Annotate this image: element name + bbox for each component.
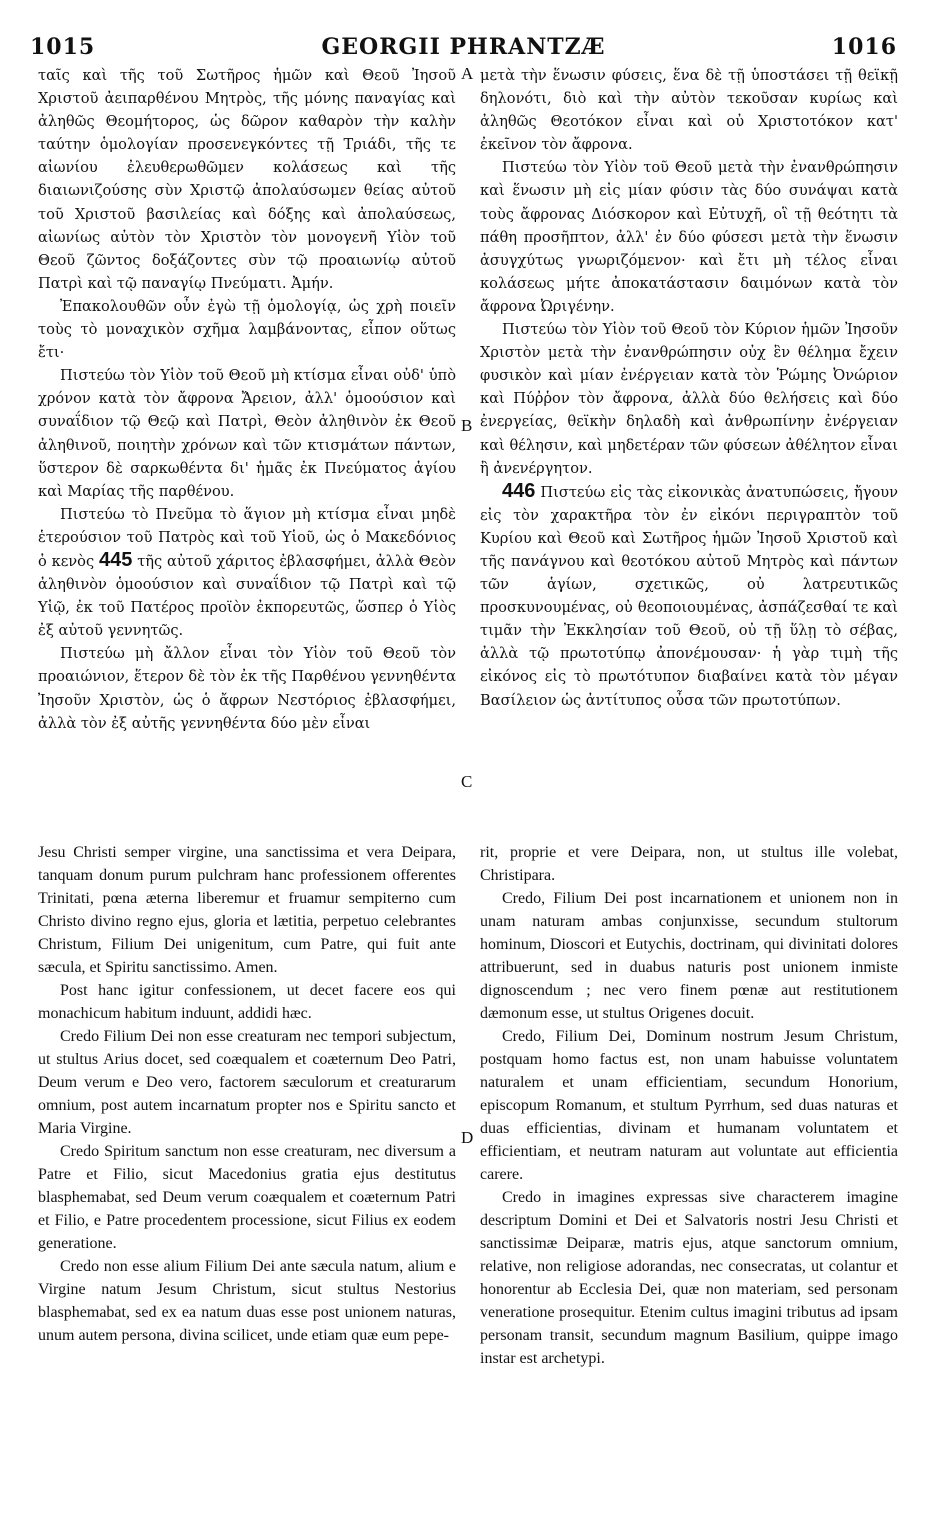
latin-right-paragraph-1: rit, proprie et vere Deipara, non, ut stultus ille volebat, Christipara. [480, 844, 898, 884]
section-number-446: 446 [502, 479, 536, 502]
latin-column-right [480, 841, 898, 1521]
greek-right-paragraph-4-text: Πιστεύω εἰς τὰς εἰκονικὰς ἀνατυπώσεις, ἤγουν εἰς τὸν χαρακτῆρα τὸν ἐν εἰκόνι περιγραπτὸν τοῦ Κυρίου καὶ Θεοῦ καὶ Σωτῆρος ἡμῶν Ἰησοῦ Χριστοῦ καὶ τῆς πανάγνου καὶ θεοτόκου αὐτοῦ Μητρὸς καὶ πάντων τῶν ἁγίων, σχετικῶς, οὐ λατρευτικῶς προσκυνουμένας, οὐ θεοποιουμένας, ἀσπάζεσθαί τε καὶ τιμᾶν τὴν Ἐκκλησίαν τοῦ Θεοῦ, οὐ τῇ ὕλῃ τὸ σέβας, ἀλλὰ τῷ πρωτοτύπῳ ἀπονέμουσαν· ἡ γὰρ τιμὴ τῆς εἰκόνος εἰς τὸ πρωτότυπον διαβαίνει κατὰ τὸν μέγαν Βασίλειον ὡς ἀντίτυπος οὖσα τῶν πρωτοτύπων. [480, 483, 899, 709]
greek-right-paragraph-3: Πιστεύω τὸν Υἱὸν τοῦ Θεοῦ τὸν Κύριον ἡμῶν Ἰησοῦν Χριστὸν μετὰ τὴν ἐνανθρώπησιν οὐχ ἓν θέλημα ἔχειν φυσικὸν καὶ μίαν ἐνέργειαν κατὰ τὸν Ῥώμης Ὀνώριον καὶ Πύῤῥον τὸν ἄφρονα, ἀλλὰ δύο θελήσεις καὶ δύο ἐνεργείας, θεϊκὴν δηλαδὴ καὶ ἀνθρωπίνην ἐνέργειαν καὶ θέλησιν, καὶ μηδετέραν τῶν φύσεων ἀθέλητον εἶναι ἢ ἀνενέργητον. [480, 321, 898, 477]
running-title: GEORGII PHRANTZÆ [321, 34, 606, 60]
margin-marker-c: C [461, 772, 473, 791]
greek-right-paragraph-1: μετὰ τὴν ἕνωσιν φύσεις, ἕνα δὲ τῇ ὑποστάσει τῇ θεϊκῇ δηλονότι, διὸ καὶ τὴν αὐτὸν τεκοῦσαν κυρίως καὶ ἀληθῶς Θεοτόκον εἶναι καὶ οὐ Χριστοτόκον κατ' ἐκεῖνον τὸν ἄφρονα. [480, 67, 898, 154]
greek-left-paragraph-3: Πιστεύω τὸν Υἱὸν τοῦ Θεοῦ μὴ κτίσμα εἶναι οὐδ' ὑπὸ χρόνον κατὰ τὸν ἄφρονα Ἄρειον, ἀλλ' ὁμοούσιον καὶ συναΐδιον τῷ Θεῷ καὶ Πατρὶ, Θεὸν ἀληθινὸν ἐκ Θεοῦ ἀληθινοῦ, ποιητὴν χρόνων καὶ τῶν κτισμάτων πάντων, ὕστερον δὲ σαρκωθέντα δι' ἡμᾶς ἐκ Πνεύματος ἁγίου καὶ Μαρίας τῆς παρθένου. [38, 367, 456, 500]
latin-right-paragraph-4: Credo in imagines expressas sive characterem imagine descriptum Domini et Dei et Salvatoris nostri Jesu Christi et sanctissimæ Deiparæ, matris ejus, atque sanctorum omnium, relative, non religiose adorandas, nec consecratas, ut colantur et honorentur ab Ecclesia Dei, quæ non materiam, sed personam veneratione prosequitur. Etenim cultus imagini tributus ad ipsam personam transit, secundum magnum Basilium, quippe imago instar est archetypi. [480, 1189, 898, 1367]
latin-left-paragraph-3: Credo Filium Dei non esse creaturam nec tempori subjectum, ut stultus Arius docet, sed coæqualem et coæternum Deo Patri, Deum verum e Deo vero, factorem sæculorum et creaturarum omnium, post autem incarnatum propter nos e Spiritu sancto et Maria Virgine. [38, 1028, 456, 1137]
latin-left-paragraph-4: Credo Spiritum sanctum non esse creaturam, nec diversum a Patre et Filio, sicut Macedonius gratia ejus destitutus blasphemabat, sed Deum verum coæqualem et coæternum Patri et Filio, e Patre procedentem processione, sicut Filius ex eodem generatione. [38, 1143, 456, 1252]
margin-marker-b: B [461, 416, 473, 435]
margin-marker-d: D [461, 1128, 474, 1147]
section-number-445: 445 [98, 548, 133, 571]
greek-left-paragraph-4 [38, 503, 456, 643]
greek-right-paragraph-2: Πιστεύω τὸν Υἱὸν τοῦ Θεοῦ μετὰ τὴν ἐνανθρώπησιν καὶ ἕνωσιν μὴ εἰς μίαν φύσιν τὰς δύο συνάψαι κατὰ τοὺς ἄφρονας Διόσκορον καὶ Εὐτυχῆ, οἳ τῇ θεότητι τὰ πάθη προσῆπτον, ἀλλ' ἐν δύο φύσεσι μετὰ τὴν ἕνωσιν ἀσυγχύτως γνωριζόμενον· καὶ ἔτι μὴ τέλος εἶναι κολάσεως μήτε ἀποκατάστασιν δαιμόνων κατὰ τὸν ἄφρονα Ὠριγένην. [480, 159, 898, 315]
right-page-number: 1016 [831, 34, 897, 60]
latin-left-paragraph-1: Jesu Christi semper virgine, una sanctissima et vera Deipara, tanquam donum purum pulchram hanc professionem offerentes Trinitati, pœna æterna liberemur et fruamur sempiterno cum Christo divino regno ejus, gloria et lætitia, perpetuo celebrantes Christum, Filium Dei unigenitum, cum Patre, qui fuit ante sæcula, et Spiritu sanctissimo. Amen. [38, 844, 456, 976]
latin-left-paragraph-2: Post hanc igitur confessionem, ut decet facere eos qui monachicum habitum induunt, addidi hæc. [38, 982, 456, 1022]
greek-left-paragraph-4-end: τῆς αὐτοῦ χάριτος ἐβλασφήμει, ἀλλὰ Θεὸν ἀληθινὸν ὁμοούσιον καὶ συναΐδιον τῷ Πατρὶ καὶ τῷ Υἱῷ, ἐκ τοῦ Πατέρος προϊὸν ἐκπορευτῶς, ὥσπερ ὁ Υἱὸς ἐξ αὐτοῦ γεννητῶς. [38, 552, 456, 640]
margin-marker-a: A [461, 64, 474, 83]
greek-column-right [480, 64, 898, 829]
greek-left-paragraph-2: Ἐπακολουθῶν οὖν ἐγὼ τῇ ὁμολογίᾳ, ὡς χρὴ ποιεῖν τοὺς τὸ μοναχικὸν σχῆμα λαμβάνοντας, εἶπον οὕτως ἔτι· [38, 297, 456, 362]
greek-left-paragraph-4-start: Πιστεύω τὸ Πνεῦμα τὸ ἅγιον μὴ κτίσμα εἶναι μηδὲ ἑτερούσιον τοῦ Πατρὸς καὶ τοῦ Υἱοῦ, ὡς ὁ Μακεδόνιος ὁ κενὸς [38, 505, 456, 570]
latin-left-paragraph-5: Credo non esse alium Filium Dei ante sæcula natum, alium e Virgine natum Jesum Christum, sicut stultus Nestorius blasphemabat, sed ex ea natum duas esse post unionem naturas, unum autem persona, divina scilicet, unde etiam quæ eum pepe- [38, 1258, 456, 1344]
latin-column-left [38, 841, 456, 1521]
left-page-number: 1015 [30, 34, 96, 60]
latin-right-paragraph-3: Credo, Filium Dei, Dominum nostrum Jesum Christum, postquam homo factus est, non unam habuisse voluntatem naturalem et unam efficientiam, secundum Honorium, episcopum Romanum, et stultum Pyrrhum, sed duas naturas et duas efficientias, divinam et humanam voluntatem et efficientiam, et neutram naturam aut voluntate aut efficientia carere. [480, 1028, 898, 1183]
greek-left-paragraph-5: Πιστεύω μὴ ἄλλον εἶναι τὸν Υἱὸν τοῦ Θεοῦ τὸν προαιώνιον, ἕτερον δὲ τὸν ἐκ τῆς Παρθένου γεννηθέντα Ἰησοῦν Χριστὸν, ὡς ὁ ἄφρων Νεστόριος ἐβλασφήμει, ἀλλὰ τὸν ἐξ αὐτῆς γεννηθέντα δύο μὲν εἶναι [38, 645, 456, 732]
greek-column-left [38, 64, 456, 829]
greek-left-paragraph-1: ταῖς καὶ τῆς τοῦ Σωτῆρος ἡμῶν καὶ Θεοῦ Ἰησοῦ Χριστοῦ ἀειπαρθένου Μητρὸς, τῆς μόνης παναγίας καὶ ἀληθῶς Θεομήτορος, ὡς δῶρον καθαρὸν τὴν καλὴν ταύτην ὁμολογίαν προσενεγκόντες τῇ Τριάδι, τῆς τε αἰωνίου ἐλευθερωθῶμεν κολάσεως καὶ τῆς διαιωνιζούσης σὺν Χριστῷ ἀπολαύσωμεν θείας αὐτοῦ τοῦ Χριστοῦ βασιλείας καὶ δόξης καὶ ἀπολαύσεως, αἰωνίως αὐτὸν τὸν Χριστὸν τὸν μονογενῆ Υἱὸν τοῦ Θεοῦ ζῶντος δοξάζοντες σὺν τῷ προαιωνίῳ αὐτοῦ Πατρὶ καὶ τῷ παναγίῳ Πνεύματι. Ἀμήν. [38, 67, 456, 292]
greek-right-paragraph-4 [480, 480, 898, 712]
page-header [30, 32, 897, 62]
latin-right-paragraph-2: Credo, Filium Dei post incarnationem et unionem non in unam naturam ambas conjunxisse, secundum stultorum hominum, Dioscori et Eutychis, doctrinam, qui divinitati dolores attribuerunt, sed in duabus naturis post unionem inmiste dignoscendum ; nec vero finem pœnæ aut restitutionem dæmonum esse, ut stultus Origenes docuit. [480, 890, 898, 1022]
